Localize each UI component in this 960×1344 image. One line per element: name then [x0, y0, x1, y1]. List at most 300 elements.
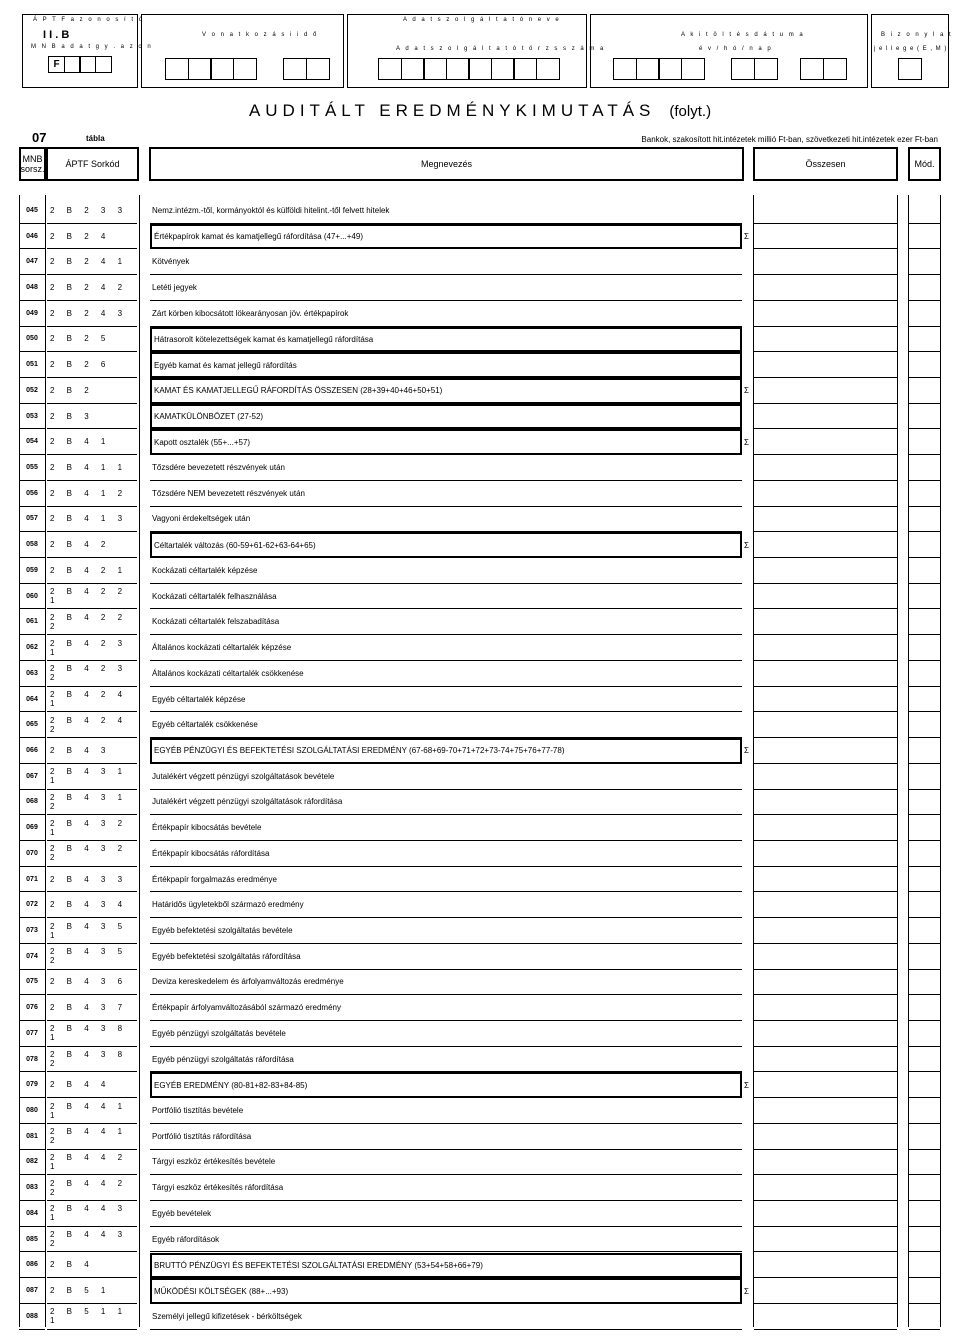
- row-total-input[interactable]: [754, 558, 897, 584]
- row-mod-input[interactable]: [909, 1201, 940, 1227]
- table-row: [0, 738, 960, 764]
- row-mnb-number: 060: [19, 584, 45, 610]
- row-aptf-code: 2 B 2 6: [47, 352, 137, 378]
- date-cell-3[interactable]: [658, 58, 682, 80]
- row-mod-input[interactable]: [909, 249, 940, 275]
- col-header-code: ÁPTF Sorkód: [46, 147, 139, 181]
- row-description: Tőzsdére bevezetett részvények után: [150, 455, 742, 481]
- row-aptf-code: 2 B 2 3 3: [47, 198, 137, 224]
- table-row: [0, 352, 960, 378]
- row-mnb-number: 072: [19, 892, 45, 918]
- row-description: Egyéb pénzügyi szolgáltatás bevétele: [150, 1021, 742, 1047]
- row-description: KAMATKÜLÖNBÖZET (27-52): [150, 404, 742, 430]
- row-mnb-number: 059: [19, 558, 45, 584]
- row-aptf-code: 2 B 5 1 1 1: [47, 1304, 137, 1330]
- table-row: [0, 249, 960, 275]
- row-aptf-code: 2 B 4 1: [47, 429, 137, 455]
- table-row: [0, 944, 960, 970]
- row-description: Kapott osztalék (55+...+57): [150, 429, 742, 455]
- row-description: Értékpapír kibocsátás bevétele: [150, 815, 742, 841]
- row-total-input[interactable]: [754, 275, 897, 301]
- row-aptf-code: 2 B 4: [47, 1253, 137, 1279]
- provider-id-cells[interactable]: [378, 58, 558, 80]
- row-description: Kockázati céltartalék felhasználása: [150, 584, 742, 610]
- row-total-input[interactable]: [754, 841, 897, 867]
- row-mod-input[interactable]: [909, 198, 940, 224]
- row-mod-input[interactable]: [909, 661, 940, 687]
- table-row: [0, 687, 960, 713]
- row-mod-input[interactable]: [909, 867, 940, 893]
- row-aptf-code: 2 B 2 4 2: [47, 275, 137, 301]
- row-total-input[interactable]: [754, 1304, 897, 1330]
- row-mod-input[interactable]: [909, 1124, 940, 1150]
- row-total-input[interactable]: [754, 532, 897, 558]
- row-aptf-code: 2 B 4 2 2 1: [47, 584, 137, 610]
- table-row: [0, 1021, 960, 1047]
- row-mod-input[interactable]: [909, 404, 940, 430]
- table-row: [0, 429, 960, 455]
- row-total-input[interactable]: [754, 352, 897, 378]
- row-mod-input[interactable]: [909, 327, 940, 353]
- row-aptf-code: 2 B 4 2: [47, 532, 137, 558]
- row-mod-input[interactable]: [909, 507, 940, 533]
- row-mod-input[interactable]: [909, 1227, 940, 1253]
- row-description: MŰKÖDÉSI KÖLTSÉGEK (88+...+93): [150, 1278, 742, 1304]
- row-description: Egyéb befektetési szolgáltatás bevétele: [150, 918, 742, 944]
- date-month-cells[interactable]: [731, 58, 776, 80]
- table-number: 07: [32, 130, 47, 145]
- row-mnb-number: 085: [19, 1227, 45, 1253]
- row-aptf-code: 2 B 4 3 1 1: [47, 764, 137, 790]
- row-description: Általános kockázati céltartalék képzése: [150, 635, 742, 661]
- row-description: Tőzsdére NEM bevezetett részvények után: [150, 481, 742, 507]
- row-mnb-number: 088: [19, 1304, 45, 1330]
- row-description: Egyéb ráfordítások: [150, 1227, 742, 1253]
- row-aptf-code: 2 B 4 2 3 2: [47, 661, 137, 687]
- row-mnb-number: 083: [19, 1175, 45, 1201]
- row-description: Személyi jellegű kifizetések - bérköltségek: [150, 1304, 742, 1330]
- row-aptf-code: 2 B 2 4 3: [47, 301, 137, 327]
- row-mod-input[interactable]: [909, 892, 940, 918]
- row-mnb-number: 057: [19, 507, 45, 533]
- row-mod-input[interactable]: [909, 1304, 940, 1330]
- row-mod-input[interactable]: [909, 970, 940, 996]
- header-aptf-box: [22, 14, 153, 88]
- row-description: Egyéb pénzügyi szolgáltatás ráfordítása: [150, 1047, 742, 1073]
- row-total-input[interactable]: [754, 1072, 897, 1098]
- date-cell-4[interactable]: [681, 58, 705, 80]
- date-cell-6[interactable]: [754, 58, 778, 80]
- table-row: [0, 1072, 960, 1098]
- row-description: Egyéb bevételek: [150, 1201, 742, 1227]
- row-aptf-code: 2 B 4 3 3: [47, 867, 137, 893]
- mnb-adatgy-cells[interactable]: [48, 56, 110, 73]
- row-mod-input[interactable]: [909, 764, 940, 790]
- period-cell-3[interactable]: [210, 58, 234, 80]
- sum-symbol: Σ: [744, 1080, 749, 1090]
- row-mnb-number: 082: [19, 1150, 45, 1176]
- table-row: [0, 1098, 960, 1124]
- row-mod-input[interactable]: [909, 1021, 940, 1047]
- row-mnb-number: 063: [19, 661, 45, 687]
- row-mnb-number: 047: [19, 249, 45, 275]
- row-mnb-number: 086: [19, 1253, 45, 1279]
- table-row: [0, 712, 960, 738]
- sum-symbol: Σ: [744, 1286, 749, 1296]
- row-description: Jutalékért végzett pénzügyi szolgáltatások bevétele: [150, 764, 742, 790]
- page-title: [0, 101, 960, 121]
- row-description: KAMAT ÉS KAMATJELLEGŰ RÁFORDÍTÁS ÖSSZESEN (28+39+40+46+50+51): [150, 378, 742, 404]
- row-mnb-number: 065: [19, 712, 45, 738]
- period-cell-4[interactable]: [233, 58, 257, 80]
- row-mod-input[interactable]: [909, 815, 940, 841]
- row-aptf-code: 2 B 4 3 5 1: [47, 918, 137, 944]
- row-total-input[interactable]: [754, 635, 897, 661]
- provider-cell-3[interactable]: [423, 58, 447, 80]
- provider-cell-7[interactable]: [513, 58, 537, 80]
- table-row: [0, 455, 960, 481]
- row-description: Értékpapír árfolyamváltozásából származó eredmény: [150, 995, 742, 1021]
- table-row: [0, 892, 960, 918]
- row-total-input[interactable]: [754, 455, 897, 481]
- row-total-input[interactable]: [754, 970, 897, 996]
- row-description: Nemz.intézm.-től, kormányoktól és külföldi hitelint.-től felvett hitelek: [150, 198, 742, 224]
- kitoltes-label: A k i t ö l t é s d á t u m a: [681, 32, 805, 38]
- row-total-input[interactable]: [754, 378, 897, 404]
- sum-symbol: Σ: [744, 232, 749, 242]
- row-aptf-code: 2 B 4 4 1 2: [47, 1124, 137, 1150]
- row-mod-input[interactable]: [909, 532, 940, 558]
- sum-symbol: Σ: [744, 540, 749, 550]
- header-date-box: [590, 14, 868, 88]
- row-total-input[interactable]: [754, 1278, 897, 1304]
- row-mod-input[interactable]: [909, 1047, 940, 1073]
- sum-symbol: Σ: [744, 386, 749, 396]
- row-mnb-number: 053: [19, 404, 45, 430]
- row-mnb-number: 076: [19, 995, 45, 1021]
- col-header-mod: Mód.: [908, 147, 941, 181]
- row-mnb-number: 071: [19, 867, 45, 893]
- date-day-cells[interactable]: [800, 58, 845, 80]
- row-total-input[interactable]: [754, 1227, 897, 1253]
- table-row: [0, 198, 960, 224]
- row-mnb-number: 087: [19, 1278, 45, 1304]
- row-aptf-code: 2 B 4 4 1 1: [47, 1098, 137, 1124]
- row-aptf-code: 2 B 4 2 3 1: [47, 635, 137, 661]
- row-mnb-number: 073: [19, 918, 45, 944]
- row-total-input[interactable]: [754, 224, 897, 250]
- row-description: Hátrasorolt kötelezettségek kamat és kamatjellegű ráfordítása: [150, 327, 742, 353]
- row-mod-input[interactable]: [909, 1278, 940, 1304]
- row-mod-input[interactable]: [909, 301, 940, 327]
- row-mod-input[interactable]: [909, 1150, 940, 1176]
- row-mnb-number: 049: [19, 301, 45, 327]
- row-total-input[interactable]: [754, 404, 897, 430]
- table-row: [0, 1124, 960, 1150]
- row-mod-input[interactable]: [909, 1175, 940, 1201]
- row-mnb-number: 058: [19, 532, 45, 558]
- row-mod-input[interactable]: [909, 635, 940, 661]
- mnb-cell-4[interactable]: [95, 56, 112, 73]
- row-aptf-code: 2 B 4 3 7: [47, 995, 137, 1021]
- provider-cell-8[interactable]: [536, 58, 560, 80]
- row-aptf-code: 2 B 4 1 3: [47, 507, 137, 533]
- row-mnb-number: 069: [19, 815, 45, 841]
- col-header-total: Összesen: [753, 147, 898, 181]
- period-cell-2[interactable]: [188, 58, 212, 80]
- row-mnb-number: 052: [19, 378, 45, 404]
- row-mnb-number: 068: [19, 790, 45, 816]
- table-row: [0, 1227, 960, 1253]
- row-mnb-number: 050: [19, 327, 45, 353]
- provider-name-label: A d a t s z o l g á l t a t ó n e v e: [403, 17, 561, 23]
- table-row: [0, 1201, 960, 1227]
- row-aptf-code: 2 B 4 3 2 2: [47, 841, 137, 867]
- bizonylat-sub-label: j e l l e g e ( E , M ): [874, 46, 948, 52]
- provider-cell-6[interactable]: [491, 58, 515, 80]
- row-total-input[interactable]: [754, 1098, 897, 1124]
- row-mnb-number: 054: [19, 429, 45, 455]
- table-row: [0, 918, 960, 944]
- row-aptf-code: 2 B 5 1: [47, 1278, 137, 1304]
- page-title-folyt: (folyt.): [669, 103, 712, 120]
- date-cell-1[interactable]: [613, 58, 637, 80]
- row-description: Portfólió tisztítás ráfordítása: [150, 1124, 742, 1150]
- row-description: Jutalékért végzett pénzügyi szolgáltatások ráfordítása: [150, 790, 742, 816]
- row-mod-input[interactable]: [909, 481, 940, 507]
- table-row: [0, 970, 960, 996]
- row-total-input[interactable]: [754, 687, 897, 713]
- table-row: [0, 1150, 960, 1176]
- row-total-input[interactable]: [754, 815, 897, 841]
- row-total-input[interactable]: [754, 198, 897, 224]
- page-title-main: AUDITÁLT EREDMÉNYKIMUTATÁS: [248, 101, 656, 120]
- row-total-input[interactable]: [754, 995, 897, 1021]
- row-mod-input[interactable]: [909, 455, 940, 481]
- row-aptf-code: 2 B 4 3 2 1: [47, 815, 137, 841]
- row-mnb-number: 045: [19, 198, 45, 224]
- table-row: [0, 404, 960, 430]
- row-aptf-code: 2 B 4 4 2 1: [47, 1150, 137, 1176]
- row-mod-input[interactable]: [909, 738, 940, 764]
- row-mod-input[interactable]: [909, 558, 940, 584]
- row-total-input[interactable]: [754, 327, 897, 353]
- row-mod-input[interactable]: [909, 687, 940, 713]
- table-row: [0, 815, 960, 841]
- header-bizonylat-box: [871, 14, 953, 88]
- row-aptf-code: 2 B 4 2 2 2: [47, 610, 137, 636]
- table-row: [0, 764, 960, 790]
- date-year-cells[interactable]: [613, 58, 703, 80]
- mnb-cell-1[interactable]: F: [48, 56, 65, 73]
- row-aptf-code: 2 B 4 4 3 1: [47, 1201, 137, 1227]
- provider-cell-1[interactable]: [378, 58, 402, 80]
- row-mod-input[interactable]: [909, 1072, 940, 1098]
- row-total-input[interactable]: [754, 1201, 897, 1227]
- table-row: [0, 841, 960, 867]
- period-cell-5[interactable]: [283, 58, 307, 80]
- period-cell-6[interactable]: [306, 58, 330, 80]
- row-total-input[interactable]: [754, 661, 897, 687]
- row-mod-input[interactable]: [909, 918, 940, 944]
- table-label: tábla: [86, 134, 105, 143]
- row-total-input[interactable]: [754, 301, 897, 327]
- row-description: Tárgyi eszköz értékesítés ráfordítása: [150, 1175, 742, 1201]
- row-aptf-code: 2 B 4 2 4 2: [47, 712, 137, 738]
- row-total-input[interactable]: [754, 1175, 897, 1201]
- row-mod-input[interactable]: [909, 275, 940, 301]
- table-row: [0, 558, 960, 584]
- row-description: Portfólió tisztítás bevétele: [150, 1098, 742, 1124]
- table-row: [0, 584, 960, 610]
- table-row: [0, 327, 960, 353]
- mnb-cell-2[interactable]: [64, 56, 81, 73]
- row-mod-input[interactable]: [909, 352, 940, 378]
- mnb-cell-3[interactable]: [79, 56, 96, 73]
- row-total-input[interactable]: [754, 944, 897, 970]
- row-description: EGYÉB EREDMÉNY (80-81+82-83+84-85): [150, 1072, 742, 1098]
- row-description: Letéti jegyek: [150, 275, 742, 301]
- row-aptf-code: 2 B 3: [47, 404, 137, 430]
- row-mod-input[interactable]: [909, 429, 940, 455]
- row-aptf-code: 2 B 4 1 2: [47, 481, 137, 507]
- vonatkozasi-label: V o n a t k o z á s i i d ő: [202, 32, 319, 38]
- row-total-input[interactable]: [754, 1021, 897, 1047]
- row-mod-input[interactable]: [909, 995, 940, 1021]
- provider-id-label: A d a t s z o l g á l t a t ó t ö r z s s z á m a: [396, 46, 606, 52]
- row-total-input[interactable]: [754, 249, 897, 275]
- row-mnb-number: 080: [19, 1098, 45, 1124]
- row-description: Céltartalék változás (60-59+61-62+63-64+65): [150, 532, 742, 558]
- row-mnb-number: 079: [19, 1072, 45, 1098]
- row-mod-input[interactable]: [909, 841, 940, 867]
- table-row: [0, 790, 960, 816]
- row-aptf-code: 2 B 4 1 1: [47, 455, 137, 481]
- row-total-input[interactable]: [754, 429, 897, 455]
- row-mod-input[interactable]: [909, 1253, 940, 1279]
- row-total-input[interactable]: [754, 764, 897, 790]
- row-aptf-code: 2 B 4 3 5 2: [47, 944, 137, 970]
- row-mnb-number: 078: [19, 1047, 45, 1073]
- bizonylat-cells[interactable]: [898, 58, 921, 80]
- date-cell-2[interactable]: [636, 58, 660, 80]
- bizonylat-cell[interactable]: [898, 58, 922, 80]
- row-mod-input[interactable]: [909, 712, 940, 738]
- table-row: [0, 867, 960, 893]
- row-description: Határidős ügyletekből származó eredmény: [150, 892, 742, 918]
- row-total-input[interactable]: [754, 892, 897, 918]
- header-provider-box: [347, 14, 606, 88]
- row-mod-input[interactable]: [909, 584, 940, 610]
- row-total-input[interactable]: [754, 1124, 897, 1150]
- provider-cell-5[interactable]: [468, 58, 492, 80]
- row-total-input[interactable]: [754, 481, 897, 507]
- row-aptf-code: 2 B 4 4 3 2: [47, 1227, 137, 1253]
- row-description: Egyéb befektetési szolgáltatás ráfordítása: [150, 944, 742, 970]
- row-mod-input[interactable]: [909, 610, 940, 636]
- period-cell-1[interactable]: [165, 58, 189, 80]
- period-month-cells[interactable]: [283, 58, 328, 80]
- row-aptf-code: 2 B 4 3 1 2: [47, 790, 137, 816]
- row-total-input[interactable]: [754, 867, 897, 893]
- row-aptf-code: 2 B 4 3 8 2: [47, 1047, 137, 1073]
- col-header-mnb: MNB sorsz.: [19, 147, 46, 181]
- sum-symbol: Σ: [744, 746, 749, 756]
- table-row: [0, 1047, 960, 1073]
- row-description: Tárgyi eszköz értékesítés bevétele: [150, 1150, 742, 1176]
- date-cell-5[interactable]: [731, 58, 755, 80]
- col-header-name: Megnevezés: [149, 147, 744, 181]
- row-aptf-code: 2 B 4 4 2 2: [47, 1175, 137, 1201]
- aptf-value: I I . B: [43, 29, 70, 41]
- row-mnb-number: 055: [19, 455, 45, 481]
- row-mnb-number: 048: [19, 275, 45, 301]
- row-total-input[interactable]: [754, 790, 897, 816]
- kitoltes-sub-label: é v / h ó / n a p: [699, 46, 773, 52]
- row-total-input[interactable]: [754, 584, 897, 610]
- row-mod-input[interactable]: [909, 224, 940, 250]
- row-description: Vagyoni érdekeltségek után: [150, 507, 742, 533]
- date-cell-7[interactable]: [800, 58, 824, 80]
- row-total-input[interactable]: [754, 1047, 897, 1073]
- table-row: [0, 301, 960, 327]
- row-description: Kockázati céltartalék képzése: [150, 558, 742, 584]
- row-description: Egyéb céltartalék képzése: [150, 687, 742, 713]
- row-description: Kötvények: [150, 249, 742, 275]
- row-aptf-code: 2 B 2 4 1: [47, 249, 137, 275]
- provider-cell-2[interactable]: [401, 58, 425, 80]
- date-cell-8[interactable]: [823, 58, 847, 80]
- row-total-input[interactable]: [754, 918, 897, 944]
- aptf-label: Á P T F a z o n o s í t ó: [33, 17, 145, 23]
- table-row: [0, 532, 960, 558]
- row-total-input[interactable]: [754, 712, 897, 738]
- bizonylat-label: B i z o n y l a t: [881, 32, 953, 38]
- row-total-input[interactable]: [754, 1253, 897, 1279]
- row-total-input[interactable]: [754, 738, 897, 764]
- table-row: [0, 224, 960, 250]
- row-description: EGYÉB PÉNZÜGYI ÉS BEFEKTETÉSI SZOLGÁLTATÁSI EREDMÉNY (67-68+69-70+71+72+73-74+75+76+77-78): [150, 738, 742, 764]
- row-description: Deviza kereskedelem és árfolyamváltozás eredménye: [150, 970, 742, 996]
- row-mod-input[interactable]: [909, 944, 940, 970]
- mnb-adatgy-label: M N B a d a t g y . a z o n: [31, 44, 153, 50]
- row-mnb-number: 064: [19, 687, 45, 713]
- table-row: [0, 995, 960, 1021]
- row-mod-input[interactable]: [909, 790, 940, 816]
- table-row: [0, 661, 960, 687]
- row-total-input[interactable]: [754, 507, 897, 533]
- row-aptf-code: 2 B 4 4: [47, 1072, 137, 1098]
- provider-cell-4[interactable]: [446, 58, 470, 80]
- table-row: [0, 481, 960, 507]
- row-description: Egyéb kamat és kamat jellegű ráfordítás: [150, 352, 742, 378]
- row-mnb-number: 075: [19, 970, 45, 996]
- table-row: [0, 1304, 960, 1330]
- row-mod-input[interactable]: [909, 378, 940, 404]
- row-mnb-number: 074: [19, 944, 45, 970]
- table-row: [0, 610, 960, 636]
- table-row: [0, 1253, 960, 1279]
- row-mod-input[interactable]: [909, 1098, 940, 1124]
- table-row: [0, 275, 960, 301]
- row-mnb-number: 051: [19, 352, 45, 378]
- table-row: [0, 1278, 960, 1304]
- period-year-cells[interactable]: [165, 58, 255, 80]
- row-aptf-code: 2 B 2: [47, 378, 137, 404]
- row-total-input[interactable]: [754, 610, 897, 636]
- row-total-input[interactable]: [754, 1150, 897, 1176]
- row-aptf-code: 2 B 4 2 4 1: [47, 687, 137, 713]
